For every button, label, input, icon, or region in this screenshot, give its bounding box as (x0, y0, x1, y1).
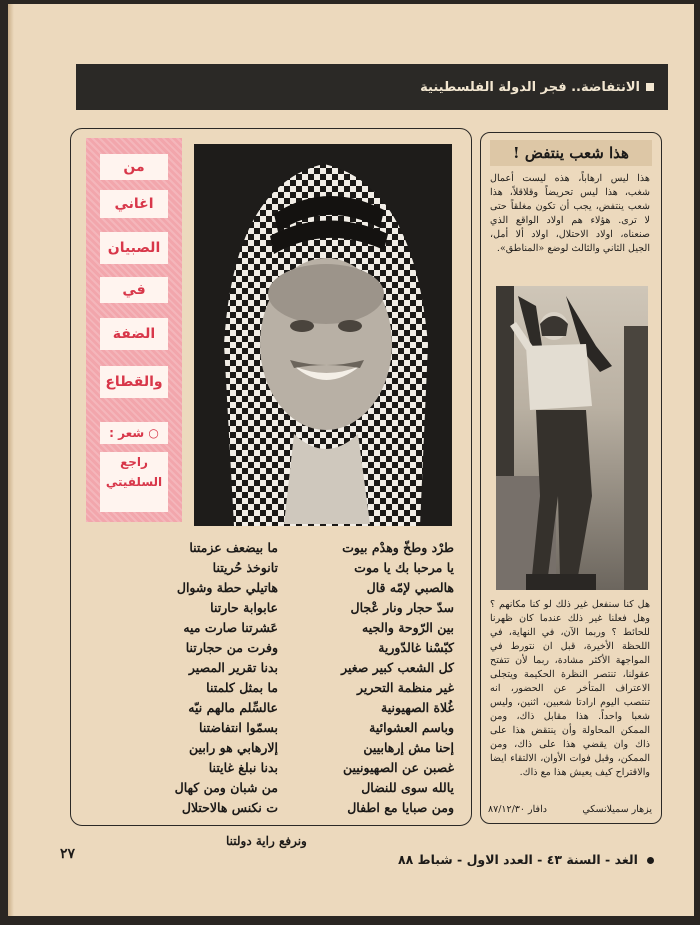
youth-throwing-stone-photo (496, 286, 648, 590)
square-bullet-icon (646, 83, 654, 91)
issue-info-text: الغد - السنة ٤٣ - العدد الاول - شباط ٨٨ (398, 852, 638, 867)
footer-issue-info (398, 852, 654, 867)
page-number: ٢٧ (60, 846, 76, 862)
title-word: في (100, 277, 168, 303)
poem-line: يالله سوى للنضال (361, 780, 454, 795)
poem-line: عَشرتنا صارت ميه (183, 620, 278, 635)
poem-line: هالصبي لإمّه قال (366, 580, 454, 595)
sidebar-source-date: دافار ٨٧/١٢/٣٠ (488, 804, 547, 815)
magazine-page (8, 4, 694, 916)
poem-line: وفرت من حجارتنا (185, 640, 278, 655)
poem-line: من شبان ومن كهال (174, 780, 278, 795)
poem-line: هاتيلي حطة وشوال (176, 580, 278, 595)
poem-line: عابوابة حارتنا (210, 600, 278, 615)
poem-line: ت نكنس هالاحتلال (181, 800, 278, 815)
man-in-keffiyeh-photo (194, 144, 452, 526)
poem-line: غصبن عن الصهيونيين (343, 760, 454, 775)
poem-line: بدنا نبلغ غايتنا (208, 760, 278, 775)
sidebar-body: هل كنا سنفعل غير ذلك لو كنا مكانهم ؟ وهل فعلنا غير ذلك عندما كان ظهرنا للحائط ؟ وربما الآن، في النهاية، في اللحظة الأخيرة، قبل ان نتورط في المواجهة الأكثر مشادة، ربما لأن تتفتح عقولنا، تنتصر النظرة الحكيمة ويتجلى الاعتراف المتأخر عن الحضور، انه تنتصب اليوم ارادتا شعبين، اثنين، وليس شعبا واحداً. هذا مقابل ذاك، ومن الممكن المحاولة وأن ينتقض هذا على ذاك وان يقضي هذا على ذاك، ومن الممكن، وقبل فوات الأوان، الالتقاء ايضا والاقتراح كيف يعيش هذا مع ذاك. (490, 599, 650, 778)
poem-line: إلارهابي هو رابين (189, 740, 278, 755)
poem-line: ما بيضعف عزمتنا (189, 540, 278, 555)
sidebar-intro: هذا ليس ارهاباً، هذه ليست أعمال شغب، هذا ليس تحريضاً وقلاقلاً، هذا شعب ينتفض، يجب أن تكون مغلقاً حتى لا ترى. هؤلاء هم اولاد الواقع الذي صنعناه، اولاد الاحتلال، اولاد ألا أمل، الجيل الثاني والثالث لوضع «المناطق». (490, 173, 650, 254)
poem-line: تانوخذ حُريتنا (212, 560, 278, 575)
poem-final-line: ونرفع راية دولتنا (226, 834, 307, 848)
poem-line: سدّ حجار ونار عْجال (350, 600, 454, 615)
title-word: اغاني (100, 190, 168, 218)
title-word: الضفة (100, 318, 168, 350)
poem-line: غير منظمة التحرير (357, 680, 454, 695)
poem-line: غُلاة الصهيونية (381, 700, 454, 715)
title-word: من (100, 154, 168, 180)
poem-line: يا مرحبا بك يا موت (354, 560, 454, 575)
section-header-bar (76, 64, 668, 110)
sidebar-signature (488, 804, 652, 815)
poem-line: بسمّوا انتفاضتنا (199, 720, 278, 735)
poet-label: ○ شعر : (100, 422, 168, 444)
portrait-graphic (194, 144, 452, 526)
sidebar-title: هذا شعب ينتفض ! (490, 140, 652, 166)
bullet-icon (647, 857, 654, 864)
poem-line: وباسم العشوائية (369, 720, 454, 735)
page-edge-shadow (8, 4, 14, 916)
poet-name: راجع السلفيتي (100, 452, 168, 512)
title-word: والقطاع (100, 366, 168, 398)
poem-line: بين الرّوحة والجيه (362, 620, 454, 635)
poem-line: طرْد وطخّ وهدْم بيوت (342, 540, 454, 555)
poem-line: عالسِّلم مالهم نيّه (188, 700, 278, 715)
youth-silhouette-graphic (496, 286, 648, 590)
poem-column-left (82, 538, 278, 818)
poem-column-right (284, 538, 454, 818)
poem-line: إحنا مش إرهابيين (363, 740, 454, 755)
poem-line: كل الشعب كبير صغير (341, 660, 454, 675)
poem-line: كبّسْنا غالدّورية (378, 640, 454, 655)
poem-line: ومن صبايا مع اطفال (347, 800, 454, 815)
poem-line: ما بمثل كلمتنا (206, 680, 278, 695)
sidebar-author: يزهار سميلانسكي (582, 804, 652, 815)
poem-line: بدنا تقرير المصير (188, 660, 278, 675)
section-title: الانتفاضة.. فجر الدولة الفلسطينية (420, 79, 640, 95)
title-word: الصبيان (100, 232, 168, 264)
